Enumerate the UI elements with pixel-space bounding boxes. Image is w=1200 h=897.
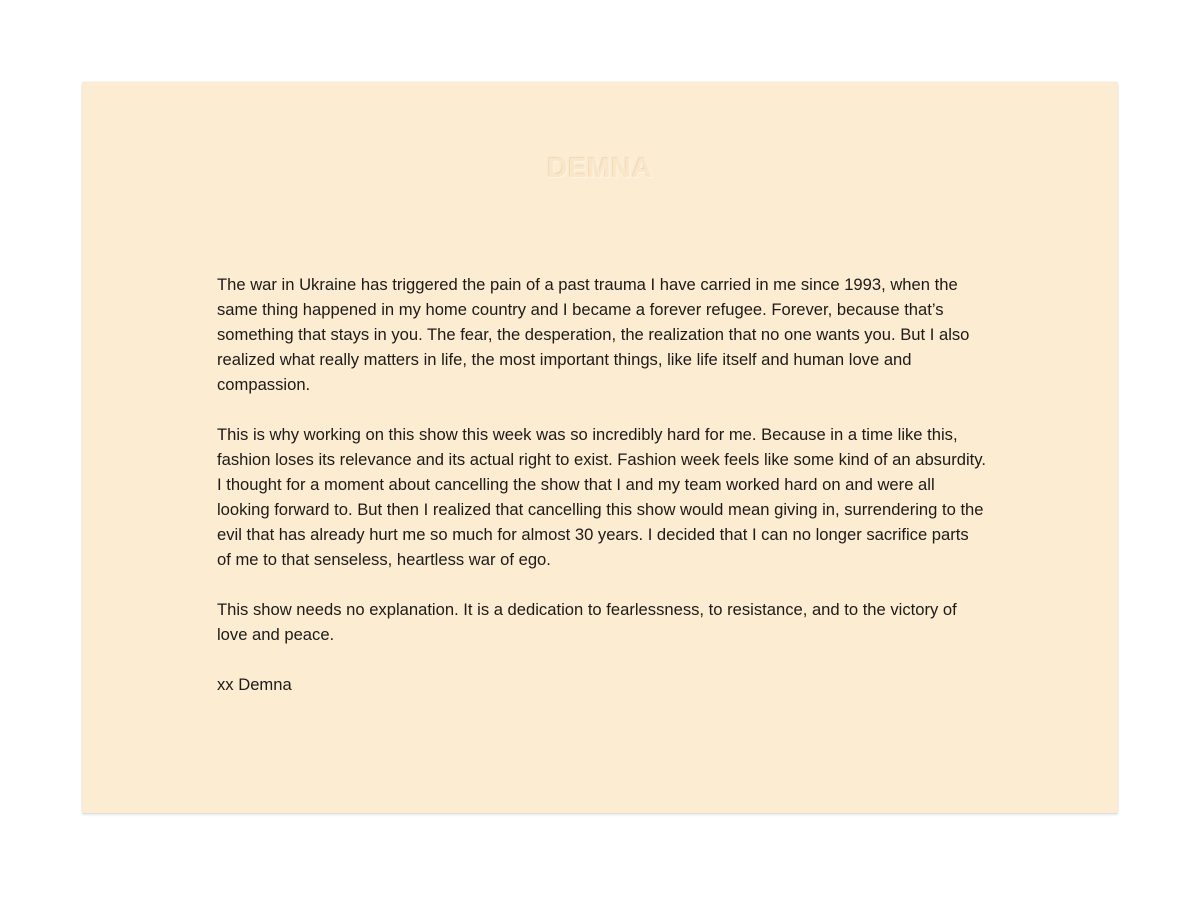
paragraph-1: The war in Ukraine has triggered the pain of a past trauma I have carried in me since 1993, when the same thing happened in my home country and I became a forever refugee. Forever, because that’s something that stays in you. The fear, the desperation, the realization that no one wants you. But I also realized what really matters in life, the most important things, like life itself and human love and compassion. <box>217 275 970 394</box>
signoff: xx Demna <box>217 675 292 694</box>
paragraph-3: This show needs no explanation. It is a dedication to fearlessness, to resistance, and to the victory of love and peace. <box>217 600 957 644</box>
letter-body <box>217 272 987 722</box>
paragraph-2: This is why working on this show this week was so incredibly hard for me. Because in a time like this, fashion loses its relevance and its actual right to exist. Fashion week feels like some kind of an absurdity. I thought for a moment about cancelling the show that I and my team worked hard on and were all looking forward to. But then I realized that cancelling this show would mean giving in, surrendering to the evil that has already hurt me so much for almost 30 years. I decided that I can no longer sacrifice parts of me to that senseless, heartless war of ego. <box>217 425 986 569</box>
letter-card <box>82 82 1118 813</box>
embossed-brand-logo: DEMNA <box>547 152 653 183</box>
